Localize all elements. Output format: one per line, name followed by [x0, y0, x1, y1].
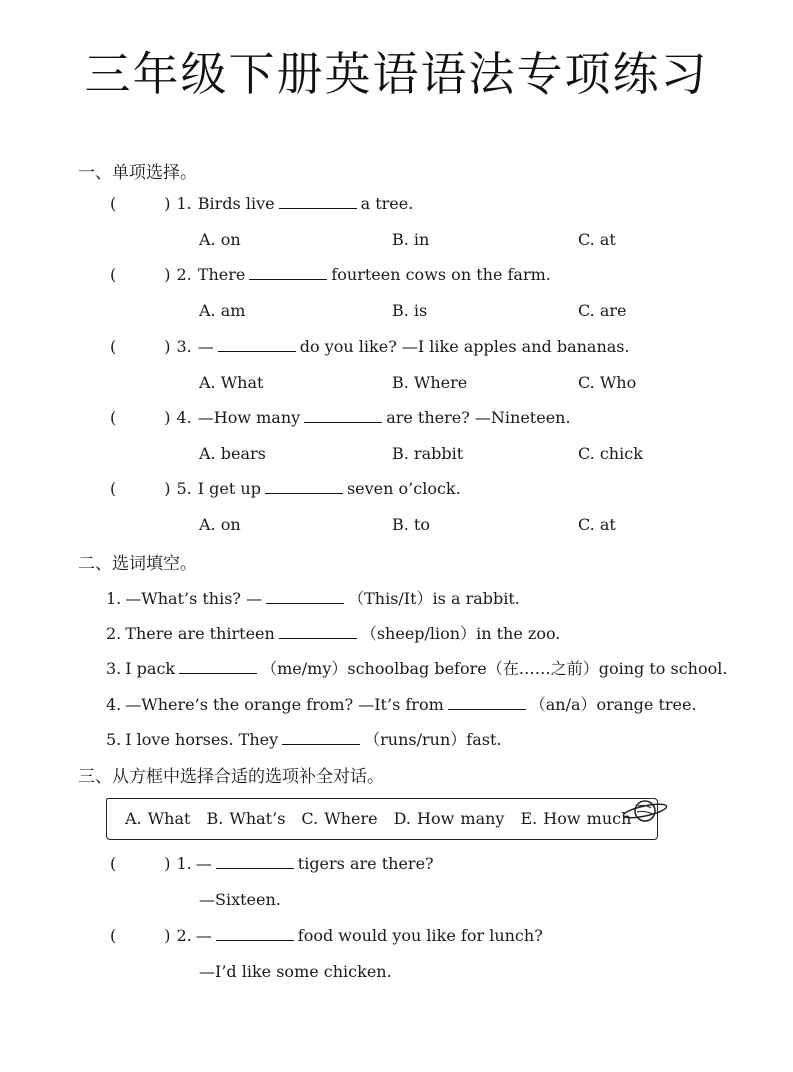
answer-option[interactable]: B. is — [392, 301, 428, 320]
dialogue-row — [110, 926, 543, 945]
item-text-after: （an/a）orange tree. — [529, 695, 697, 714]
answer-option[interactable]: C. are — [578, 301, 627, 320]
paren-open: ( — [110, 194, 117, 213]
answer-option[interactable]: B. rabbit — [392, 444, 464, 463]
blank-line[interactable] — [279, 194, 357, 209]
item-number: 1. — [106, 589, 122, 608]
paren-open: ( — [110, 479, 117, 498]
question-number: 2. — [176, 926, 192, 945]
answer-option[interactable]: C. at — [578, 515, 616, 534]
fill-in-row — [106, 656, 727, 679]
item-text-after: （sheep/lion）in the zoo. — [360, 624, 561, 643]
question-text-after: are there? —Nineteen. — [386, 408, 571, 427]
dialogue-answer: —I’d like some chicken. — [199, 962, 392, 981]
planet-icon — [620, 796, 670, 826]
section-heading-multiple-choice: 一、单项选择。 — [78, 163, 197, 183]
answer-option[interactable]: B. in — [392, 230, 430, 249]
answer-option[interactable]: A. on — [199, 230, 241, 249]
paren-open: ( — [110, 926, 117, 945]
fill-in-row — [106, 727, 501, 750]
dialogue-answer: —Sixteen. — [199, 890, 281, 909]
blank-line[interactable] — [218, 337, 296, 352]
item-text-after: （runs/run）fast. — [364, 730, 502, 749]
dialogue-row — [110, 854, 434, 873]
word-box-option: B. What’s — [206, 809, 286, 828]
blank-line[interactable] — [216, 926, 294, 941]
question-text-after: do you like? —I like apples and bananas. — [299, 337, 630, 356]
paren-close: ) — [164, 265, 171, 284]
question-text-before: — — [195, 854, 212, 873]
question-text-before: —How many — [197, 408, 301, 427]
page-title: 三年级下册英语语法专项练习 — [84, 47, 709, 101]
question-number: 1. — [176, 194, 192, 213]
question-number: 2. — [176, 265, 192, 284]
item-text-before: I pack — [125, 659, 176, 678]
question-text-after: seven o’clock. — [346, 479, 461, 498]
word-box-option: C. Where — [301, 809, 378, 828]
paren-open: ( — [110, 337, 117, 356]
section-heading-fill-in: 二、选词填空。 — [78, 554, 197, 574]
answer-option[interactable]: C. at — [578, 230, 616, 249]
paren-open: ( — [110, 854, 117, 873]
fill-in-row — [106, 692, 697, 715]
question-text-before: There — [197, 265, 246, 284]
blank-line[interactable] — [249, 265, 327, 280]
question-row — [110, 265, 551, 284]
word-box-options — [125, 809, 647, 828]
blank-line[interactable] — [448, 695, 526, 710]
item-number: 3. — [106, 659, 122, 678]
question-row — [110, 408, 571, 427]
item-number: 5. — [106, 730, 122, 749]
word-box-option: A. What — [125, 809, 191, 828]
blank-line[interactable] — [282, 730, 360, 745]
word-box-option: D. How many — [393, 809, 505, 828]
paren-close: ) — [164, 194, 171, 213]
blank-line[interactable] — [216, 854, 294, 869]
answer-option[interactable]: C. chick — [578, 444, 643, 463]
fill-in-row — [106, 621, 560, 644]
item-number: 2. — [106, 624, 122, 643]
paren-close: ) — [164, 479, 171, 498]
question-row — [110, 337, 630, 356]
blank-line[interactable] — [179, 659, 257, 674]
question-number: 3. — [176, 337, 192, 356]
paren-close: ) — [164, 854, 171, 873]
paren-close: ) — [164, 926, 171, 945]
answer-option[interactable]: B. Where — [392, 373, 468, 392]
question-number: 1. — [176, 854, 192, 873]
item-number: 4. — [106, 695, 122, 714]
paren-close: ) — [164, 408, 171, 427]
answer-option[interactable]: A. on — [199, 515, 241, 534]
item-text-before: There are thirteen — [125, 624, 275, 643]
blank-line[interactable] — [304, 408, 382, 423]
item-text-before: —Where’s the orange from? —It’s from — [125, 695, 444, 714]
item-text-before: I love horses. They — [125, 730, 279, 749]
item-text-after: （This/It）is a rabbit. — [348, 589, 520, 608]
blank-line[interactable] — [265, 479, 343, 494]
answer-option[interactable]: A. bears — [199, 444, 266, 463]
answer-option[interactable]: C. Who — [578, 373, 637, 392]
question-text-before: Birds live — [197, 194, 275, 213]
word-box — [106, 798, 658, 840]
blank-line[interactable] — [266, 589, 344, 604]
question-text-after: food would you like for lunch? — [297, 926, 543, 945]
question-text-before: I get up — [197, 479, 261, 498]
question-text-before: — — [195, 926, 212, 945]
fill-in-row — [106, 586, 520, 609]
answer-option[interactable]: B. to — [392, 515, 430, 534]
section-heading-dialogue: 三、从方框中选择合适的选项补全对话。 — [78, 767, 384, 787]
question-row — [110, 194, 413, 213]
blank-line[interactable] — [279, 624, 357, 639]
question-text-before: — — [197, 337, 214, 356]
question-text-after: fourteen cows on the farm. — [331, 265, 551, 284]
question-number: 5. — [176, 479, 192, 498]
answer-option[interactable]: A. am — [199, 301, 246, 320]
paren-open: ( — [110, 265, 117, 284]
word-box-option: E. How much — [520, 809, 632, 828]
paren-open: ( — [110, 408, 117, 427]
question-row — [110, 479, 461, 498]
question-text-after: tigers are there? — [297, 854, 434, 873]
question-number: 4. — [176, 408, 192, 427]
item-text-before: —What’s this? — — [125, 589, 263, 608]
question-text-after: a tree. — [360, 194, 414, 213]
answer-option[interactable]: A. What — [199, 373, 264, 392]
paren-close: ) — [164, 337, 171, 356]
item-text-after: （me/my）schoolbag before（在……之前）going to school. — [261, 659, 728, 678]
